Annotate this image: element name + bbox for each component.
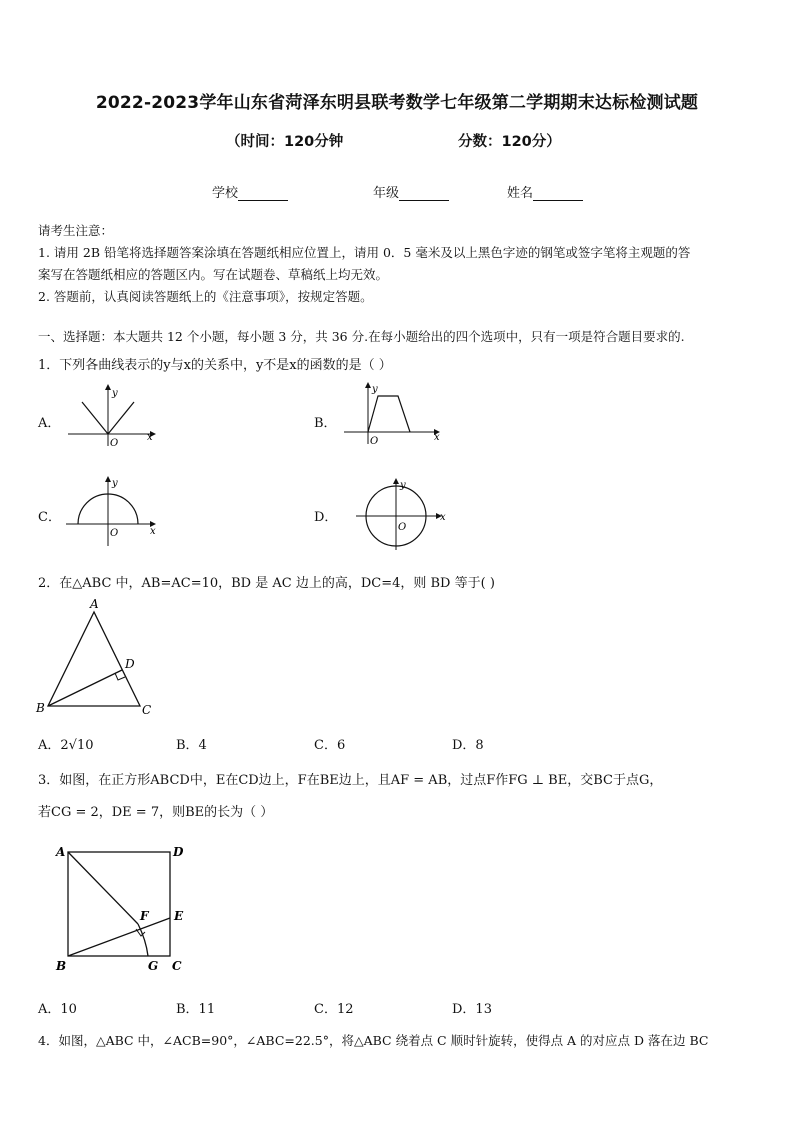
x-label: x xyxy=(147,432,153,443)
exam-score: 分数：120分） xyxy=(458,134,561,150)
name-blank[interactable] xyxy=(533,187,583,201)
q2-stem: 2．在△ABC 中，AB=AC=10，BD 是 AC 边上的高，DC=4，则 BD 等于( ) xyxy=(38,576,495,591)
q1-graph-b xyxy=(340,378,444,448)
grade-field xyxy=(373,182,449,201)
q2-option-c[interactable]: C．6 xyxy=(314,738,346,753)
q2-option-a[interactable]: A．2√10 xyxy=(38,738,94,753)
y-label: y xyxy=(112,388,118,399)
x-label: x xyxy=(434,432,440,443)
notes-item1-line1: 1. 请用 2B 铅笔将选择题答案涂填在答题纸相应位置上，请用 0．5 毫米及以上黑色字迹的钢笔或签字笔将主观题的答 xyxy=(38,245,691,260)
label-g: G xyxy=(148,959,159,973)
q1-graph-c xyxy=(62,472,162,550)
q3-option-c[interactable]: C．12 xyxy=(314,1002,354,1017)
q1-option-d[interactable]: D． xyxy=(314,510,338,525)
q2-option-b[interactable]: B．4 xyxy=(176,738,207,753)
q3-stem-line2: 若CG = 2，DE = 7，则BE的长为（ ） xyxy=(38,805,274,820)
curve xyxy=(108,402,134,434)
origin-label: O xyxy=(398,522,407,533)
q3-option-d[interactable]: D．13 xyxy=(452,1002,492,1017)
school-label: 学校 xyxy=(212,186,239,201)
page-title: 2022-2023学年山东省菏泽东明县联考数学七年级第二学期期末达标检测试题 xyxy=(95,93,699,113)
label-c: C xyxy=(172,959,182,973)
segment-be xyxy=(68,918,170,956)
grade-blank[interactable] xyxy=(399,187,449,201)
section-heading: 一、选择题：本大题共 12 个小题，每小题 3 分，共 36 分.在每小题给出的四个选项中，只有一项是符合题目要求的. xyxy=(38,329,685,344)
y-label: y xyxy=(400,480,406,491)
origin-label: O xyxy=(110,438,119,448)
y-arrow-icon xyxy=(105,384,111,390)
name-field xyxy=(507,182,583,201)
q4-stem: 4．如图，△ABC 中，∠ACB=90°，∠ABC=22.5°，将△ABC 绕着点 C 顺时针旋转，使得点 A 的对应点 D 落在边 BC xyxy=(38,1033,709,1048)
q3-square-figure xyxy=(50,840,200,980)
q2-option-d[interactable]: D．8 xyxy=(452,738,484,753)
label-d: D xyxy=(125,657,135,671)
grade-label: 年级 xyxy=(373,186,400,201)
q1-graph-d xyxy=(352,472,452,552)
q3-option-a[interactable]: A．10 xyxy=(38,1002,77,1017)
y-arrow-icon xyxy=(365,382,371,388)
label-d: D xyxy=(173,845,184,859)
curve xyxy=(82,402,108,434)
label-a: A xyxy=(56,845,66,859)
curve xyxy=(368,396,410,432)
q2-triangle-figure xyxy=(34,596,164,720)
q1-graph-a xyxy=(62,382,158,448)
label-c: C xyxy=(142,703,152,717)
right-angle-mark xyxy=(115,673,125,680)
x-label: x xyxy=(150,526,156,537)
y-arrow-icon xyxy=(393,478,399,484)
x-label: x xyxy=(440,512,446,523)
altitude-bd xyxy=(48,670,122,706)
notes-heading: 请考生注意： xyxy=(38,223,114,238)
q1-option-c[interactable]: C． xyxy=(38,510,61,525)
school-blank[interactable] xyxy=(238,187,288,201)
origin-label: O xyxy=(110,528,119,539)
y-label: y xyxy=(112,478,118,489)
y-label: y xyxy=(372,384,378,395)
label-b: B xyxy=(56,959,67,973)
q3-option-b[interactable]: B．11 xyxy=(176,1002,216,1017)
segment-af xyxy=(68,852,138,924)
label-e: E xyxy=(174,909,184,923)
label-b: B xyxy=(36,701,45,715)
exam-time: （时间：120分钟 xyxy=(226,134,344,150)
y-arrow-icon xyxy=(105,476,111,482)
name-label: 姓名 xyxy=(507,186,534,201)
q1-option-a[interactable]: A． xyxy=(38,416,61,431)
origin-label: O xyxy=(370,436,379,447)
q1-option-b[interactable]: B． xyxy=(314,416,337,431)
q1-stem: 1．下列各曲线表示的y与x的关系中，y不是x的函数的是（ ） xyxy=(38,358,392,373)
notes-item1-line2: 案写在答题纸相应的答题区内。写在试题卷、草稿纸上均无效。 xyxy=(38,267,389,282)
notes-block xyxy=(38,220,762,308)
school-field xyxy=(212,182,288,201)
label-f: F xyxy=(140,909,149,923)
label-a: A xyxy=(90,597,99,611)
notes-item2: 2. 答题前，认真阅读答题纸上的《注意事项》，按规定答题。 xyxy=(38,289,373,304)
q3-stem-line1: 3．如图，在正方形ABCD中，E在CD边上，F在BE边上，且AF = AB，过点F作FG ⊥ BE，交BC于点G， xyxy=(38,773,663,788)
